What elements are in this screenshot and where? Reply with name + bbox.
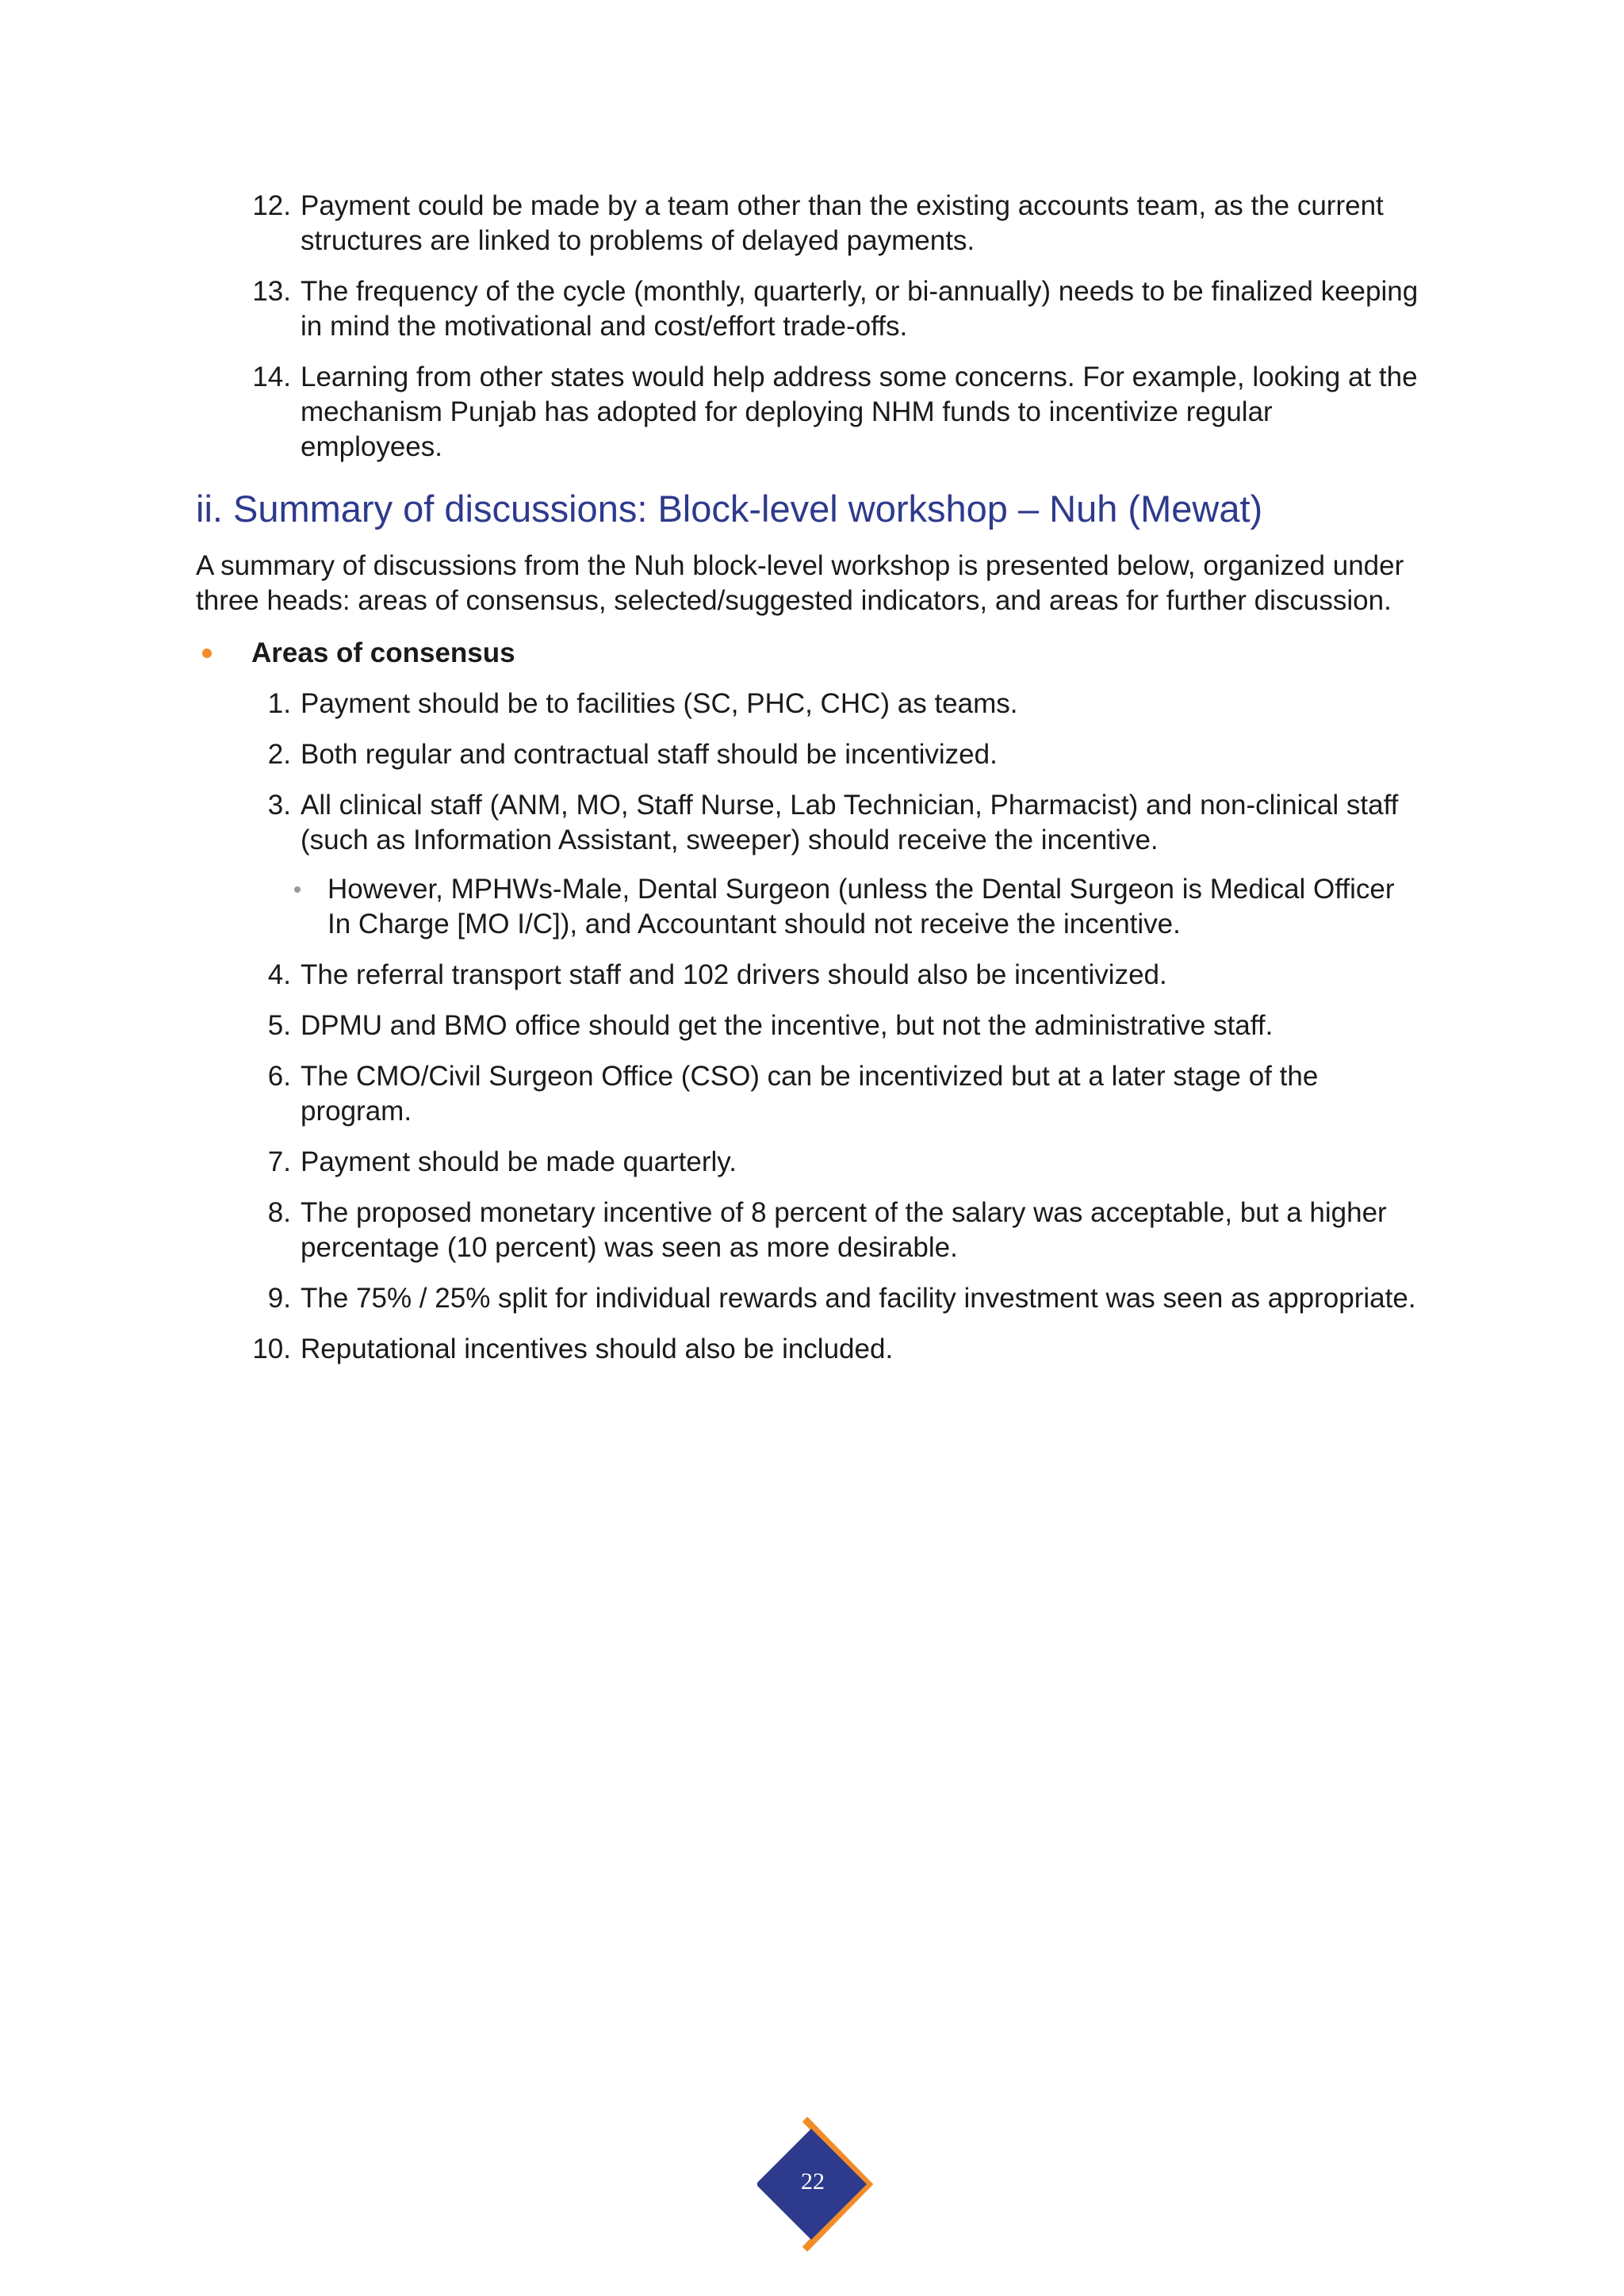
item-text: Payment could be made by a team other than the existing accounts team, as the current structures are linked to problems of delayed payments. [301,190,1384,256]
item-text: The CMO/Civil Surgeon Office (CSO) can be incentivized but at a later stage of the program. [301,1061,1319,1127]
item-text: The referral transport staff and 102 drivers should also be incentivized. [301,959,1167,990]
item-number: 8. [267,1197,291,1228]
intro-paragraph: A summary of discussions from the Nuh block-level workshop is presented below, organized under three heads: areas of consensus, selected/suggested indicators, and areas for further discussion. [196,550,1404,616]
sub-bullet-text: However, MPHWs-Male, Dental Surgeon (unless the Dental Surgeon is Medical Officer In Charge [MO I/C]), and Accountant should not receive the incentive. [327,874,1395,939]
item-number: 6. [267,1061,291,1092]
item-text: DPMU and BMO office should get the incentive, but not the administrative staff. [301,1010,1274,1041]
item-text: The proposed monetary incentive of 8 percent of the salary was acceptable, but a higher percentage (10 percent) was seen as more desirable. [301,1197,1387,1263]
item-number: 9. [267,1283,291,1314]
item-number: 2. [267,739,291,770]
list-item [245,1145,1421,1180]
item-number: 7. [267,1146,291,1177]
list-item [245,274,1421,344]
item-text: Payment should be made quarterly. [301,1146,737,1177]
bullet-heading [196,636,1421,671]
sub-bullet-icon [294,886,301,893]
list-item [245,958,1421,993]
list-item [245,1059,1421,1129]
bullet-icon [202,649,212,658]
item-number: 3. [267,790,291,821]
item-number: 10. [252,1334,291,1364]
item-text: The 75% / 25% split for individual rewards and facility investment was seen as appropriate. [301,1283,1416,1314]
page-content [196,189,1421,1383]
item-text: Payment should be to facilities (SC, PHC, CHC) as teams. [301,688,1018,719]
list-item [245,360,1421,465]
list-item [245,1196,1421,1265]
item-text: Both regular and contractual staff should be incentivized. [301,739,998,770]
list-item [245,788,1421,858]
list-item [245,1332,1421,1367]
item-number: 14. [252,362,291,392]
list-item [245,687,1421,721]
page-number: 22 [801,2168,825,2195]
item-text: Learning from other states would help address some concerns. For example, looking at the mechanism Punjab has adopted for deploying NHM funds to incentivize regular employees. [301,362,1418,462]
list-item [245,1008,1421,1043]
item-text: All clinical staff (ANM, MO, Staff Nurse, Lab Technician, Pharmacist) and non-clinical staff (such as Information Assistant, sweeper) should receive the incentive. [301,790,1399,855]
list-item [245,737,1421,772]
bullet-heading-text: Areas of consensus [251,637,515,668]
list-item [245,1281,1421,1316]
item-number: 12. [252,190,291,221]
item-number: 13. [252,276,291,307]
item-text: The frequency of the cycle (monthly, quarterly, or bi-annually) needs to be finalized keeping in mind the motivational and cost/effort trade-offs. [301,276,1419,342]
item-number: 1. [267,688,291,719]
sub-bullet-item [294,872,1421,942]
item-number: 5. [267,1010,291,1041]
item-number: 4. [267,959,291,990]
section-heading: ii. Summary of discussions: Block-level workshop – Nuh (Mewat) [196,488,1263,530]
list-item [245,189,1421,258]
continued-numbered-list [245,189,1421,465]
consensus-list [245,687,1421,1367]
item-text: Reputational incentives should also be included. [301,1334,894,1364]
